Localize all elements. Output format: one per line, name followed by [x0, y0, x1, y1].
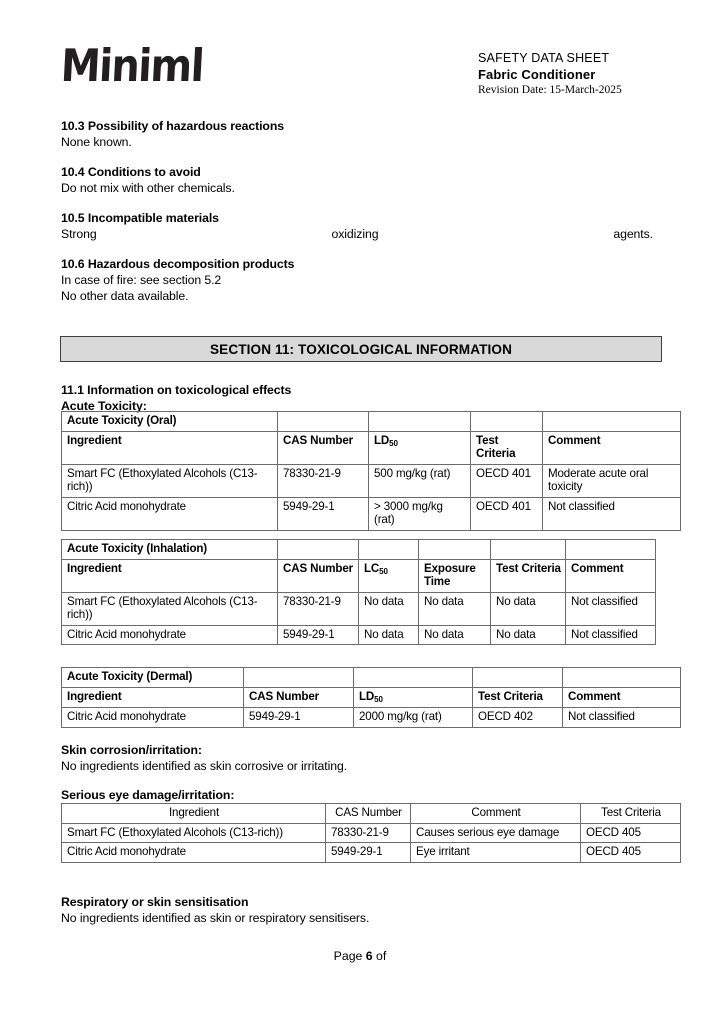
subsection-10-4-title: 10.4 Conditions to avoid	[61, 165, 201, 179]
serious-eye-damage-table	[61, 803, 681, 863]
oral-row-0-cas: 78330-21-9	[278, 464, 369, 497]
inhalation-title-filler-1	[278, 540, 359, 560]
table-row	[62, 464, 681, 497]
inhalation-header-exposure-time: Exposure Time	[419, 559, 491, 592]
acute-toxicity-dermal-table	[61, 667, 681, 728]
inhalation-header-comment: Comment	[566, 559, 656, 592]
eye-damage-title: Serious eye damage/irritation:	[61, 788, 235, 802]
eye-row-1-criteria: OECD 405	[581, 843, 681, 863]
eye-damage-block	[61, 787, 661, 803]
inhalation-row-1-ingredient: Citric Acid monohydrate	[62, 625, 278, 645]
eye-row-1-cas: 5949-29-1	[326, 843, 411, 863]
section-11-banner	[60, 336, 662, 362]
oral-row-1-criteria: OECD 401	[471, 497, 543, 530]
dermal-row-0-ingredient: Citric Acid monohydrate	[62, 708, 244, 728]
table-row	[62, 592, 656, 625]
header-document-info	[478, 50, 708, 98]
oral-row-1-ingredient: Citric Acid monohydrate	[62, 497, 278, 530]
respiratory-sensitisation-title: Respiratory or skin sensitisation	[61, 895, 249, 909]
dermal-title-filler-4	[563, 668, 681, 688]
inhalation-row-0-criteria: No data	[491, 592, 566, 625]
subsection-10-4-body: Do not mix with other chemicals.	[61, 181, 235, 195]
dermal-row-0-criteria: OECD 402	[473, 708, 563, 728]
miniml-logo: Miniml	[59, 40, 205, 93]
oral-title-filler-4	[543, 412, 681, 432]
inhalation-header-test-criteria: Test Criteria	[491, 559, 566, 592]
footer-page-number: 6	[365, 949, 373, 963]
table-header-row	[62, 804, 681, 824]
dermal-table-title: Acute Toxicity (Dermal)	[62, 668, 244, 688]
subsection-10-5-title: 10.5 Incompatible materials	[61, 211, 219, 225]
oral-row-1-value: > 3000 mg/kg (rat)	[369, 497, 471, 530]
footer-page-suffix: of	[372, 949, 387, 963]
skin-corrosion-body: No ingredients identified as skin corrosive or irritating.	[61, 759, 348, 773]
table-row	[62, 497, 681, 530]
acute-toxicity-label: Acute Toxicity:	[61, 399, 147, 413]
page-footer	[0, 948, 720, 964]
oral-row-0-comment: Moderate acute oral toxicity	[543, 464, 681, 497]
skin-corrosion-title: Skin corrosion/irritation:	[61, 743, 202, 757]
eye-header-ingredient: Ingredient	[62, 804, 326, 824]
section-10-content	[61, 118, 659, 318]
dermal-header-ld50: $LD_{50}$	[354, 687, 473, 708]
eye-row-1-ingredient: Citric Acid monohydrate	[62, 843, 326, 863]
subsection-10-3-body: None known.	[61, 135, 132, 149]
table-row	[62, 823, 681, 843]
inhalation-row-1-cas: 5949-29-1	[278, 625, 359, 645]
oral-header-test-criteria: Test Criteria	[471, 431, 543, 464]
subsection-10-5	[61, 210, 659, 242]
eye-row-0-comment: Causes serious eye damage	[411, 823, 581, 843]
oral-row-0-criteria: OECD 401	[471, 464, 543, 497]
oral-row-0-ingredient: Smart FC (Ethoxylated Alcohols (C13-rich))	[62, 464, 278, 497]
inhalation-title-filler-2	[359, 540, 419, 560]
oral-row-1-cas: 5949-29-1	[278, 497, 369, 530]
subsection-10-3-title: 10.3 Possibility of hazardous reactions	[61, 119, 284, 133]
eye-header-test-criteria: Test Criteria	[581, 804, 681, 824]
inhalation-header-ingredient: Ingredient	[62, 559, 278, 592]
inhalation-title-filler-3	[419, 540, 491, 560]
dermal-title-filler-2	[354, 668, 473, 688]
dermal-header-comment: Comment	[563, 687, 681, 708]
oral-header-comment: Comment	[543, 431, 681, 464]
incompatible-word-2: oxidizing	[331, 227, 379, 241]
table-header-row	[62, 687, 681, 708]
skin-corrosion-block	[61, 742, 661, 774]
subsection-10-3	[61, 118, 659, 150]
eye-row-0-cas: 78330-21-9	[326, 823, 411, 843]
inhalation-row-1-exposure: No data	[419, 625, 491, 645]
acute-toxicity-oral-table	[61, 411, 681, 531]
eye-header-cas-number: CAS Number	[326, 804, 411, 824]
table-title-row	[62, 668, 681, 688]
inhalation-header-lc50: $LC_{50}$	[359, 559, 419, 592]
inhalation-row-1-lc50: No data	[359, 625, 419, 645]
inhalation-row-0-lc50: No data	[359, 592, 419, 625]
subsection-10-6-body-line-1: In case of fire: see section 5.2	[61, 273, 222, 287]
oral-header-ingredient: Ingredient	[62, 431, 278, 464]
dermal-header-test-criteria: Test Criteria	[473, 687, 563, 708]
table-header-row	[62, 559, 656, 592]
subsection-10-6-title: 10.6 Hazardous decomposition products	[61, 257, 295, 271]
oral-title-filler-1	[278, 412, 369, 432]
subsection-10-6	[61, 256, 659, 304]
respiratory-sensitisation-body: No ingredients identified as skin or respiratory sensitisers.	[61, 911, 370, 925]
dermal-header-cas-number: CAS Number	[244, 687, 354, 708]
inhalation-header-cas-number: CAS Number	[278, 559, 359, 592]
oral-row-1-comment: Not classified	[543, 497, 681, 530]
dermal-title-filler-3	[473, 668, 563, 688]
document-type-label: SAFETY DATA SHEET	[478, 51, 610, 65]
table-title-row	[62, 412, 681, 432]
inhalation-row-1-comment: Not classified	[566, 625, 656, 645]
subsection-11-1-header	[61, 382, 661, 414]
acute-toxicity-inhalation-table	[61, 539, 656, 645]
respiratory-sensitisation-block	[61, 894, 661, 926]
inhalation-row-0-cas: 78330-21-9	[278, 592, 359, 625]
dermal-row-0-value: 2000 mg/kg (rat)	[354, 708, 473, 728]
eye-row-0-ingredient: Smart FC (Ethoxylated Alcohols (C13-rich))	[62, 823, 326, 843]
table-row	[62, 843, 681, 863]
table-row	[62, 708, 681, 728]
dermal-row-0-comment: Not classified	[563, 708, 681, 728]
inhalation-row-0-comment: Not classified	[566, 592, 656, 625]
eye-row-1-comment: Eye irritant	[411, 843, 581, 863]
product-name-label: Fabric Conditioner	[478, 67, 596, 82]
subsection-10-4	[61, 164, 659, 196]
oral-row-0-value: 500 mg/kg (rat)	[369, 464, 471, 497]
oral-header-ld50: $LD_{50}$	[369, 431, 471, 464]
subsection-11-1-title: 11.1 Information on toxicological effects	[61, 383, 292, 397]
document-header	[0, 0, 720, 118]
inhalation-title-filler-5	[566, 540, 656, 560]
table-header-row	[62, 431, 681, 464]
eye-header-comment: Comment	[411, 804, 581, 824]
inhalation-row-0-ingredient: Smart FC (Ethoxylated Alcohols (C13-rich))	[62, 592, 278, 625]
table-title-row	[62, 540, 656, 560]
inhalation-table-title: Acute Toxicity (Inhalation)	[62, 540, 278, 560]
dermal-title-filler-1	[244, 668, 354, 688]
table-row	[62, 625, 656, 645]
oral-table-title: Acute Toxicity (Oral)	[62, 412, 278, 432]
inhalation-title-filler-4	[491, 540, 566, 560]
subsection-10-5-body	[61, 226, 653, 242]
dermal-row-0-cas: 5949-29-1	[244, 708, 354, 728]
oral-title-filler-2	[369, 412, 471, 432]
oral-header-cas-number: CAS Number	[278, 431, 369, 464]
dermal-header-ingredient: Ingredient	[62, 687, 244, 708]
incompatible-word-3: agents.	[613, 227, 653, 241]
incompatible-word-1: Strong	[61, 227, 97, 241]
oral-title-filler-3	[471, 412, 543, 432]
subsection-10-6-body-line-2: No other data available.	[61, 289, 189, 303]
eye-row-0-criteria: OECD 405	[581, 823, 681, 843]
section-11-banner-label: SECTION 11: TOXICOLOGICAL INFORMATION	[209, 341, 513, 357]
footer-page-prefix: Page	[333, 949, 366, 963]
inhalation-row-0-exposure: No data	[419, 592, 491, 625]
inhalation-row-1-criteria: No data	[491, 625, 566, 645]
revision-date-label: Revision Date: 15-March-2025	[478, 84, 622, 96]
